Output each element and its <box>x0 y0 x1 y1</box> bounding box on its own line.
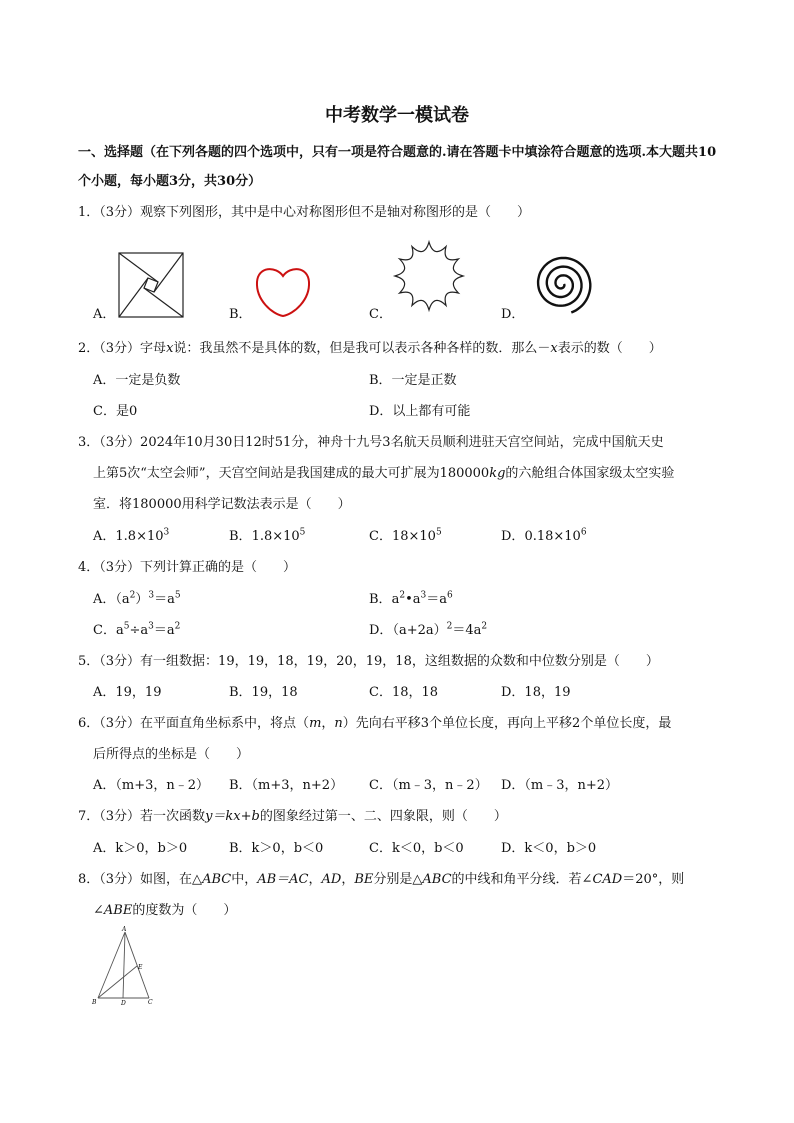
question-8-line-2 <box>93 902 236 920</box>
q5-option-c[interactable]: C．18，18 <box>369 685 439 700</box>
question-8 <box>78 871 684 889</box>
option-label: A． <box>93 529 116 544</box>
heart-shape-figure <box>254 262 312 318</box>
q5-option-a[interactable]: A．19，19 <box>93 685 162 700</box>
q7-option-c[interactable]: C．k＜0，b＜0 <box>369 841 464 856</box>
question-stem: 的六舱组合体国家级太空实验 <box>505 466 675 481</box>
math: ÷a <box>129 623 149 638</box>
question-5 <box>78 653 659 671</box>
q2-option-c[interactable]: C．是0 <box>93 404 138 419</box>
exponent: 2 <box>174 621 181 632</box>
variable: x <box>550 341 558 356</box>
exponent: 3 <box>163 527 170 538</box>
option-label: D． <box>501 529 525 544</box>
question-stem: （3分）如图，在△ <box>99 872 203 887</box>
variable: m <box>309 716 322 731</box>
exponent: 2 <box>446 621 453 632</box>
q6-option-b[interactable]: B．（m+3，n+2） <box>229 778 344 793</box>
question-7 <box>78 808 507 826</box>
question-stem: 的图象经过第一、二、四象限，则（ ） <box>259 809 507 824</box>
function: y＝kx+b <box>205 809 260 824</box>
question-stem: （3分）下列计算正确的是（ ） <box>99 560 297 575</box>
question-stem: 上第5次“太空会师”，天宫空间站是我国建成的最大可扩展为180000 <box>93 466 490 481</box>
section-heading: 一、选择题（在下列各题的四个选项中，只有一项是符合题意的.请在答题卡中填涂符合题意的选项.本大题共10个小题，每小题3分，共30分） <box>78 145 717 189</box>
math: （a <box>115 592 130 607</box>
question-stem: 说：我虽然不是具体的数，但是我可以表示各种各样的数．那么－ <box>173 341 551 356</box>
question-stem: 中， <box>231 872 258 887</box>
math: ＝a <box>154 592 175 607</box>
option-label: B． <box>229 529 252 544</box>
variable: ABC <box>202 872 232 887</box>
question-stem: ， <box>321 716 335 731</box>
exponent: 2 <box>129 590 136 601</box>
page-title: 中考数学一模试卷 <box>325 105 469 126</box>
q3-option-b[interactable] <box>229 528 305 546</box>
variable: x <box>166 341 174 356</box>
q2-option-d[interactable]: D．以上都有可能 <box>369 404 471 419</box>
math: ＝a <box>426 592 447 607</box>
question-stem: 的中线和角平分线．若∠ <box>451 872 593 887</box>
exponent: 6 <box>446 590 453 601</box>
question-number: 8． <box>78 872 100 887</box>
question-stem: ∠ <box>93 903 104 918</box>
variable: ABC <box>422 872 452 887</box>
q6-option-a[interactable]: A．（m+3，n﹣2） <box>93 778 210 793</box>
question-stem: （3分）在平面直角坐标系中，将点（ <box>99 716 310 731</box>
option-value: 18×10 <box>391 529 436 544</box>
q3-option-c[interactable] <box>369 528 442 546</box>
q4-option-d[interactable] <box>369 622 487 640</box>
question-stem: 表示的数（ ） <box>557 341 662 356</box>
question-4 <box>78 559 296 577</box>
exponent: 5 <box>123 621 130 632</box>
q7-option-b[interactable]: B．k＞0，b＜0 <box>229 841 324 856</box>
gear-path <box>395 242 463 310</box>
question-stem: ＝20°，则 <box>622 872 685 887</box>
question-stem: （3分）观察下列图形，其中是中心对称图形但不是轴对称图形的是（ ） <box>99 205 531 220</box>
q1-option-a[interactable]: A． <box>93 307 116 322</box>
vertex-label: C <box>148 999 153 1006</box>
question-stem: （3分）字母 <box>99 341 167 356</box>
q4-option-c[interactable] <box>93 622 180 640</box>
q4-option-b[interactable] <box>369 591 453 609</box>
question-stem: 分别是△ <box>373 872 423 887</box>
question-3-line-2 <box>93 465 674 483</box>
variable: BE <box>354 872 374 887</box>
question-stem: （3分）有一组数据：19，19，18，19，20，19，18，这组数据的众数和中位数分别是（ ） <box>99 654 659 669</box>
exponent: 6 <box>580 527 587 538</box>
question-stem: （3分）若一次函数 <box>99 809 206 824</box>
exponent: 3 <box>420 590 427 601</box>
unit: kg <box>489 466 506 481</box>
q5-option-d[interactable]: D．18，19 <box>501 685 571 700</box>
pinwheel-square-figure <box>118 252 184 318</box>
option-label: C． <box>93 623 116 638</box>
option-label: B． <box>369 592 392 607</box>
option-value: 1.8×10 <box>115 529 164 544</box>
exponent: 5 <box>174 590 181 601</box>
variable: CAD <box>592 872 623 887</box>
q2-option-b[interactable]: B．一定是正数 <box>369 373 457 388</box>
q1-option-d[interactable]: D． <box>501 307 525 322</box>
question-stem: ， <box>308 872 322 887</box>
math: （a+2a） <box>392 623 447 638</box>
vertex-label: B <box>92 999 97 1006</box>
option-label: A． <box>93 592 116 607</box>
vertex-label: E <box>138 964 143 971</box>
math: ） <box>135 592 149 607</box>
question-6 <box>78 715 671 733</box>
variable: ABE <box>103 903 133 918</box>
q6-option-c[interactable]: C．（m﹣3，n﹣2） <box>369 778 488 793</box>
question-number: 6． <box>78 716 100 731</box>
math: •a <box>405 592 421 607</box>
question-number: 7． <box>78 809 100 824</box>
question-number: 2． <box>78 341 100 356</box>
spiral-figure <box>528 254 594 320</box>
q3-option-d[interactable] <box>501 528 587 546</box>
option-label: D． <box>369 623 393 638</box>
q4-option-a[interactable] <box>93 591 181 609</box>
question-stem: ， <box>341 872 355 887</box>
exponent: 3 <box>148 590 155 601</box>
q1-option-c[interactable]: C． <box>369 307 392 322</box>
question-number: 3． <box>78 435 100 450</box>
q3-option-a[interactable] <box>93 528 169 546</box>
question-3-line-3: 室．将180000用科学记数法表示是（ ） <box>93 497 351 512</box>
q6-option-d[interactable]: D．（m﹣3，n+2） <box>501 778 619 793</box>
option-value: 1.8×10 <box>251 529 300 544</box>
math: ＝4a <box>452 623 482 638</box>
variable: n <box>334 716 343 731</box>
exponent: 5 <box>299 527 306 538</box>
q7-option-a[interactable]: A．k＞0，b＞0 <box>93 841 188 856</box>
q1-option-b[interactable]: B． <box>229 307 252 322</box>
question-2 <box>78 340 662 358</box>
variable: AB＝AC <box>257 872 309 887</box>
question-number: 4． <box>78 560 100 575</box>
triangle-abc-figure <box>92 926 158 1006</box>
exponent: 2 <box>481 621 488 632</box>
math: ＝a <box>153 623 175 638</box>
math: a <box>115 623 124 638</box>
question-3 <box>78 434 664 452</box>
question-1 <box>78 204 530 222</box>
math: a <box>391 592 400 607</box>
option-value: 0.18×10 <box>524 529 581 544</box>
question-stem: 的度数为（ ） <box>132 903 237 918</box>
option-label: C． <box>369 529 392 544</box>
exponent: 2 <box>399 590 406 601</box>
gear-outline <box>395 242 463 310</box>
question-6-line-2: 后所得点的坐标是（ ） <box>93 747 250 762</box>
exponent: 5 <box>435 527 442 538</box>
vertex-label: A <box>122 926 127 933</box>
vertex-label: D <box>121 1000 126 1007</box>
star-gear-figure <box>393 240 465 312</box>
question-number: 5． <box>78 654 100 669</box>
question-number: 1． <box>78 205 100 220</box>
q5-option-b[interactable]: B．19，18 <box>229 685 298 700</box>
variable: AD <box>321 872 342 887</box>
q7-option-d[interactable]: D．k＜0，b＞0 <box>501 841 597 856</box>
exponent: 3 <box>148 621 154 632</box>
q2-option-a[interactable]: A．一定是负数 <box>93 373 181 388</box>
question-stem: ）先向右平移3个单位长度，再向上平移2个单位长度，最 <box>342 716 672 731</box>
question-stem: （3分）2024年10月30日12时51分，神舟十九号3名航天员顺利进驻天宫空间站，完成中国航天史 <box>99 435 664 450</box>
